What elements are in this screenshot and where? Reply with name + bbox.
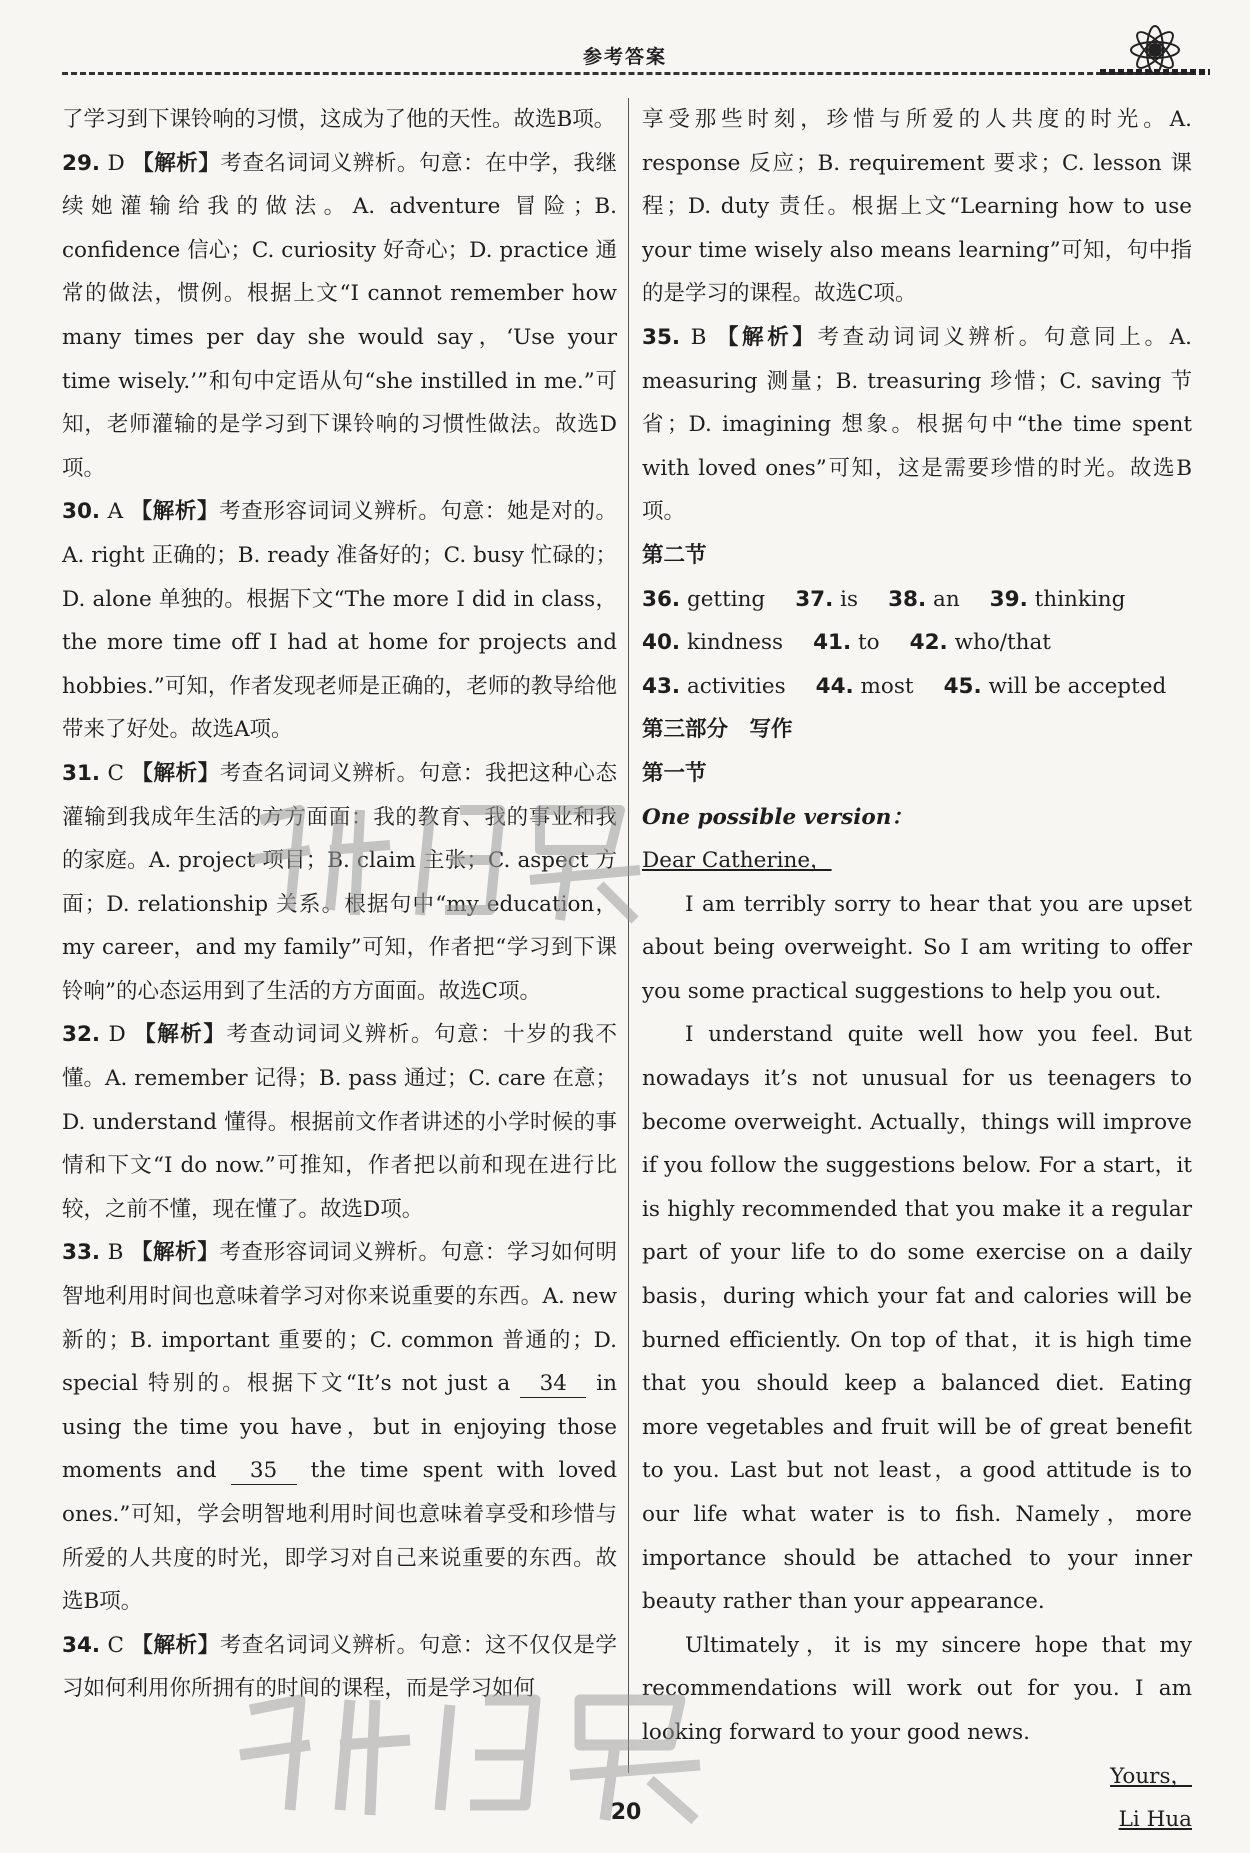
analysis-tag: 【解析】 xyxy=(130,1240,220,1266)
answer-letter: A xyxy=(107,499,124,525)
page-number: 20 xyxy=(610,1800,642,1825)
answer-31 xyxy=(62,752,617,1014)
answer-letter: C xyxy=(107,760,124,786)
fill-answers-row xyxy=(642,621,1192,665)
question-number: 34. xyxy=(62,1632,101,1658)
header-rule xyxy=(62,72,1192,75)
question-number: 29. xyxy=(62,150,101,176)
analysis-text: 考查形容词词义辨析。句意：她是对的。A. right 正确的；B. ready 准备好的；C. busy 忙碌的；D. alone 单独的。根据下文“The more I did in class，the more time off I had at home for projects and hobbies.”可知，作者发现老师是正确的，老师的教导给他带来了好处。故选A项。 xyxy=(62,499,617,743)
column-divider xyxy=(628,98,629,1773)
analysis-text: 考查名词词义辨析。句意：在中学，我继续她灌输给我的做法。A. adventure 冒险；B. confidence 信心；C. curiosity 好奇心；D. practice 通常的做法，惯例。根据上文“I cannot remember how many times per day she would say，‘Use your time wisely.’”和句中定语从句“she instilled in me.”可知，老师灌输的是学习到下课铃响的习惯性做法。故选D项。 xyxy=(62,150,617,481)
section-one-title: 第一节 xyxy=(642,760,707,786)
blank-34: 34 xyxy=(520,1371,586,1398)
analysis-text: 考查名词词义辨析。句意：我把这种心态灌输到我成年生活的方方面面：我的教育、我的事业和我的家庭。A. project 项目；B. claim 主张；C. aspect 方面；D. relationship 关系。根据句中“my education，my career，and my family”可知，作者把“学习到下课铃响”的心态运用到了生活的方方面面。故选C项。 xyxy=(62,760,617,1004)
letter-paragraph-1: I am terribly sorry to hear that you are upset about being overweight. So I am writing to offer you some practical suggestions to help you out. xyxy=(642,891,1192,1004)
flower-ornament-icon xyxy=(1100,20,1210,90)
part-three-title: 第三部分 写作 xyxy=(642,717,793,743)
analysis-text: 考查动词词义辨析。句意同上。A. measuring 测量；B. treasuring 珍惜；C. saving 节省；D. imagining 想象。根据句中“the time spent with loved ones”可知，这是需要珍惜的时光。故选B项。 xyxy=(642,324,1192,525)
analysis-tag: 【解析】 xyxy=(131,1632,220,1658)
paragraph-continuation: 享受那些时刻，珍惜与所爱的人共度的时光。A. response 反应；B. requirement 要求；C. lesson 课程；D. duty 责任。根据上文“Learning how to use your time wisely also means learning”可知，句中指的是学习的课程。故选C项。 xyxy=(642,107,1192,307)
fill-answer: 42. who/that xyxy=(909,630,1051,656)
answer-34 xyxy=(62,1624,617,1711)
analysis-text: 考查动词词义辨析。句意：十岁的我不懂。A. remember 记得；B. pass 通过；C. care 在意；D. understand 懂得。根据前文作者讲述的小学时候的事情和下文“I do now.”可推知，作者把以前和现在进行比较，之前不懂，现在懂了。故选D项。 xyxy=(62,1022,617,1222)
question-number: 35. xyxy=(642,324,681,350)
analysis-tag: 【解析】 xyxy=(130,499,220,525)
question-number: 30. xyxy=(62,499,101,525)
analysis-text: the time spent with loved ones.”可知，学会明智地利用时间也意味着享受和珍惜与所爱的人共度的时光，即学习对自己来说重要的东西。故选B项。 xyxy=(62,1458,617,1615)
fill-answer: 44. most xyxy=(815,673,914,699)
version-label: One possible version： xyxy=(642,804,913,830)
analysis-text: in using the time you have，but in enjoying those moments and xyxy=(62,1371,618,1484)
fill-answers-row xyxy=(642,578,1192,622)
blank-35: 35 xyxy=(231,1458,297,1485)
header-title: 参考答案 xyxy=(520,42,730,69)
page-header xyxy=(0,0,1250,90)
question-number: 31. xyxy=(62,760,101,786)
fill-answer: 45. will be accepted xyxy=(943,673,1167,699)
letter-signature: Li Hua xyxy=(1118,1807,1192,1833)
answer-29 xyxy=(62,142,617,491)
fill-answer: 38. an xyxy=(888,586,960,612)
answer-32 xyxy=(62,1013,617,1231)
analysis-tag: 【解析】 xyxy=(134,1022,227,1048)
answer-letter: D xyxy=(107,150,125,176)
answer-letter: D xyxy=(108,1022,126,1048)
analysis-tag: 【解析】 xyxy=(132,150,221,176)
fill-answer: 39. thinking xyxy=(989,586,1126,612)
question-number: 33. xyxy=(62,1240,101,1266)
analysis-text: 考查名词词义辨析。句意：这不仅仅是学习如何利用你所拥有的时间的课程，而是学习如何 xyxy=(62,1632,617,1702)
answer-33 xyxy=(62,1231,617,1623)
letter-closing: Yours， xyxy=(1110,1763,1192,1789)
fill-answer: 40. kindness xyxy=(642,630,784,656)
fill-answer: 41. to xyxy=(813,630,880,656)
question-number: 32. xyxy=(62,1022,101,1048)
analysis-tag: 【解析】 xyxy=(131,760,220,786)
fill-answer: 37. is xyxy=(795,586,859,612)
section-two-title: 第二节 xyxy=(642,542,707,568)
left-column xyxy=(62,98,617,1711)
analysis-tag: 【解析】 xyxy=(716,324,818,350)
letter-salutation: Dear Catherine， xyxy=(642,848,832,874)
answer-letter: B xyxy=(107,1240,124,1266)
answer-30 xyxy=(62,490,617,752)
answer-35 xyxy=(642,316,1192,534)
right-column xyxy=(642,98,1192,1842)
letter-paragraph-3: Ultimately，it is my sincere hope that my recommendations will work out for you. I am looking forward to your good news. xyxy=(642,1632,1192,1745)
answer-letter: B xyxy=(690,324,707,350)
paragraph-continuation: 了学习到下课铃响的习惯，这成为了他的天性。故选B项。 xyxy=(62,107,616,132)
answer-letter: C xyxy=(107,1632,124,1658)
fill-answer: 43. activities xyxy=(642,673,786,699)
analysis-text: 考查形容词词义辨析。句意：学习如何明智地利用时间也意味着学习对你来说重要的东西。A. new 新的；B. important 重要的；C. common 普通的；D. special 特别的。根据下文“It’s not just a xyxy=(62,1240,617,1397)
letter-paragraph-2: I understand quite well how you feel. But nowadays it’s not unusual for us teenagers to become overweight. Actually，things will improve if you follow the suggestions below. For a start，it is highly recommended that you make it a regular part of your life to do some exercise on a daily basis，during which your fat and calories will be burned efficiently. On top of that，it is high time that you should keep a balanced diet. Eating more vegetables and fruit will be of great benefit to you. Last but not least，a good attitude is to our life what water is to fish. Namely，more importance should be attached to your inner beauty rather than your appearance. xyxy=(642,1022,1192,1615)
fill-answers-row xyxy=(642,665,1192,709)
fill-answer: 36. getting xyxy=(642,586,766,612)
